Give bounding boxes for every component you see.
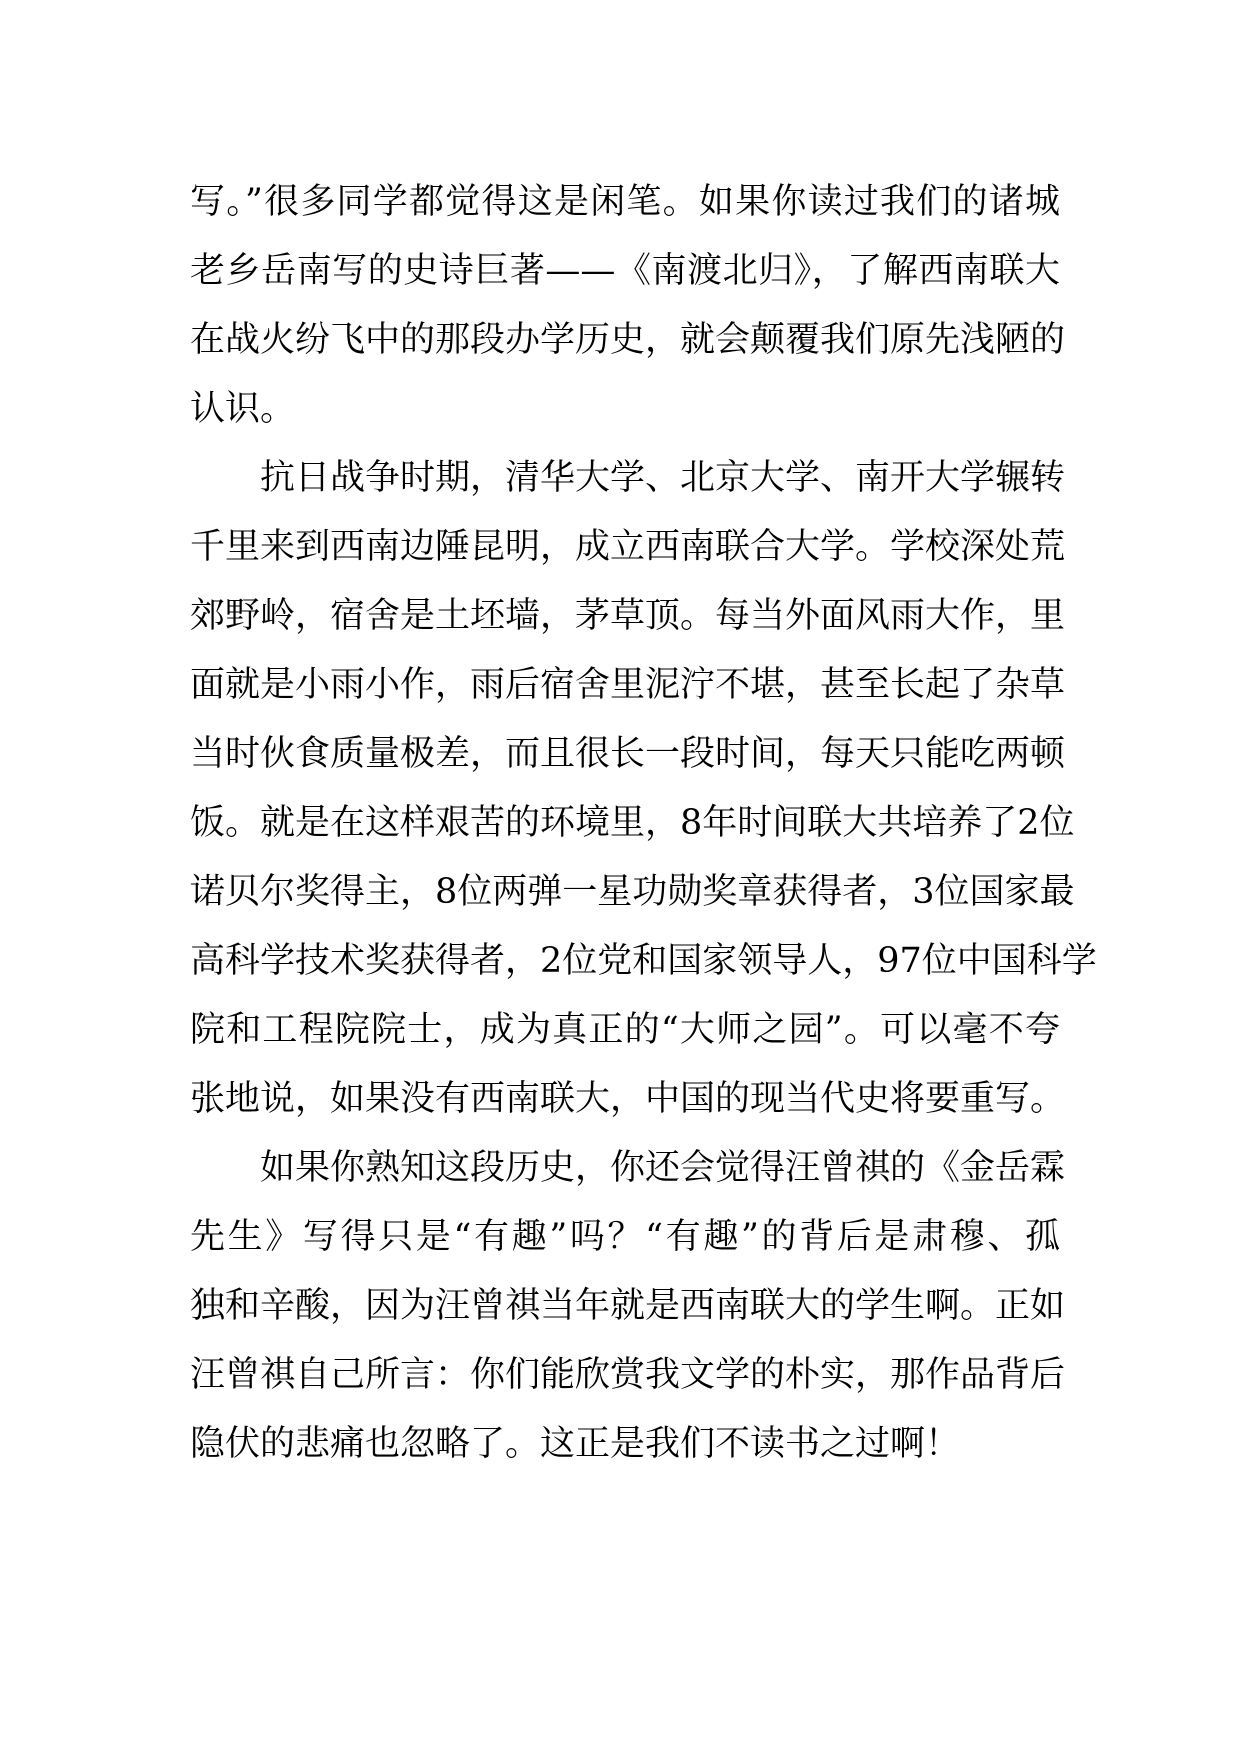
text-line: 诺贝尔奖得主，8位两弹一星功勋奖章获得者，3位国家最: [190, 872, 1075, 912]
text-line: 先生》写得只是“有趣”吗？“有趣”的背后是肃穆、孤: [190, 1217, 1060, 1257]
paragraph-3: [190, 1134, 1066, 1479]
text-line: 院和工程院院士，成为真正的“大师之园”。可以毫不夸: [190, 1010, 1060, 1050]
text-line: 隐伏的悲痛也忽略了。这正是我们不读书之过啊！: [190, 1424, 961, 1464]
text-line: 在战火纷飞中的那段办学历史，就会颠覆我们原先浅陋的: [190, 320, 1066, 360]
text-line: 写。”很多同学都觉得这是闲笔。如果你读过我们的诸城: [190, 182, 1060, 222]
paragraph-2: [190, 444, 1097, 1134]
text-line: 如果你熟知这段历史，你还会觉得汪曾祺的《金岳霖: [260, 1148, 1066, 1188]
text-line: 郊野岭，宿舍是土坯墙，茅草顶。每当外面风雨大作，里: [190, 596, 1066, 636]
text-line: 独和辛酸，因为汪曾祺当年就是西南联大的学生啊。正如: [190, 1286, 1066, 1326]
text-line: 抗日战争时期，清华大学、北京大学、南开大学辗转: [260, 458, 1066, 498]
text-line: 饭。就是在这样艰苦的环境里，8年时间联大共培养了2位: [190, 803, 1075, 843]
text-line: 面就是小雨小作，雨后宿舍里泥泞不堪，甚至长起了杂草: [190, 665, 1066, 705]
text-line: 张地说，如果没有西南联大，中国的现当代史将要重写。: [190, 1079, 1066, 1119]
text-line: 汪曾祺自己所言：你们能欣赏我文学的朴实，那作品背后: [190, 1355, 1066, 1395]
body-text: [190, 168, 1097, 1479]
text-line: 老乡岳南写的史诗巨著——《南渡北归》，了解西南联大: [190, 251, 1060, 291]
text-line: 认识。: [190, 389, 296, 429]
text-line: 当时伙食质量极差，而且很长一段时间，每天只能吃两顿: [190, 734, 1066, 774]
text-line: 千里来到西南边陲昆明，成立西南联合大学。学校深处荒: [190, 527, 1066, 567]
paragraph-1: [190, 168, 1066, 444]
text-line: 高科学技术奖获得者，2位党和国家领导人，97位中国科学: [190, 941, 1097, 981]
